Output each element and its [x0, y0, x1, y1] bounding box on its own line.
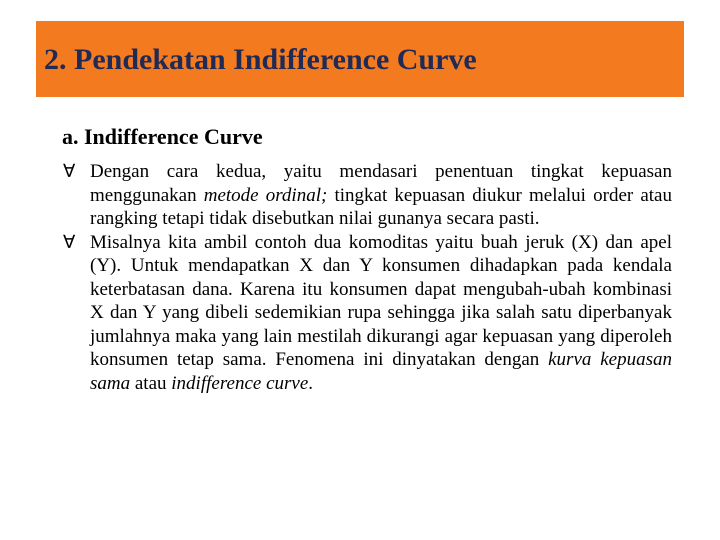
- section-subheading: a. Indifference Curve: [62, 124, 263, 149]
- bullet-text-italic: kurva kepuasan sama: [90, 349, 672, 394]
- bullet-item: [60, 231, 672, 396]
- bullet-text-segment: atau: [130, 372, 172, 394]
- bullet-text: [90, 160, 672, 231]
- bullet-text-segment: Misalnya kita ambil contoh dua komoditas yaitu buah jeruk (X) dan apel (Y). Untuk mendapatkan X dan Y konsumen dihadapkan pada kendala keterbatasan dana. Karena itu konsumen dapat mengubah-ubah kombinasi X dan Y yang dibeli sedemikian rupa sehingga jika salah satu diperbanyak jumlahnya maka yang lain mestilah dikurangi agar kepuasan yang diperoleh konsumen tetap sama. Fenomena ini dinyatakan dengan: [90, 231, 672, 370]
- bullet-list: [60, 160, 672, 395]
- bullet-marker-icon: ∀: [63, 161, 76, 182]
- bullet-text-segment: .: [308, 372, 314, 394]
- title-bar: [36, 21, 684, 97]
- bullet-text-italic: indifference curve: [171, 372, 309, 394]
- bullet-text-segment: Dengan cara kedua, yaitu mendasari penentuan tingkat kepuasan menggunakan: [90, 161, 672, 206]
- bullet-text: [90, 231, 672, 396]
- slide-title: 2. Pendekatan Indifference Curve: [44, 43, 477, 76]
- bullet-item: [60, 160, 672, 231]
- bullet-marker-icon: ∀: [63, 231, 76, 253]
- bullet-text-segment: tingkat kepuasan diukur melalui order atau rangking tetapi tidak disebutkan nilai gunanya secara pasti.: [90, 184, 672, 229]
- bullet-text-italic: metode ordinal;: [203, 184, 328, 206]
